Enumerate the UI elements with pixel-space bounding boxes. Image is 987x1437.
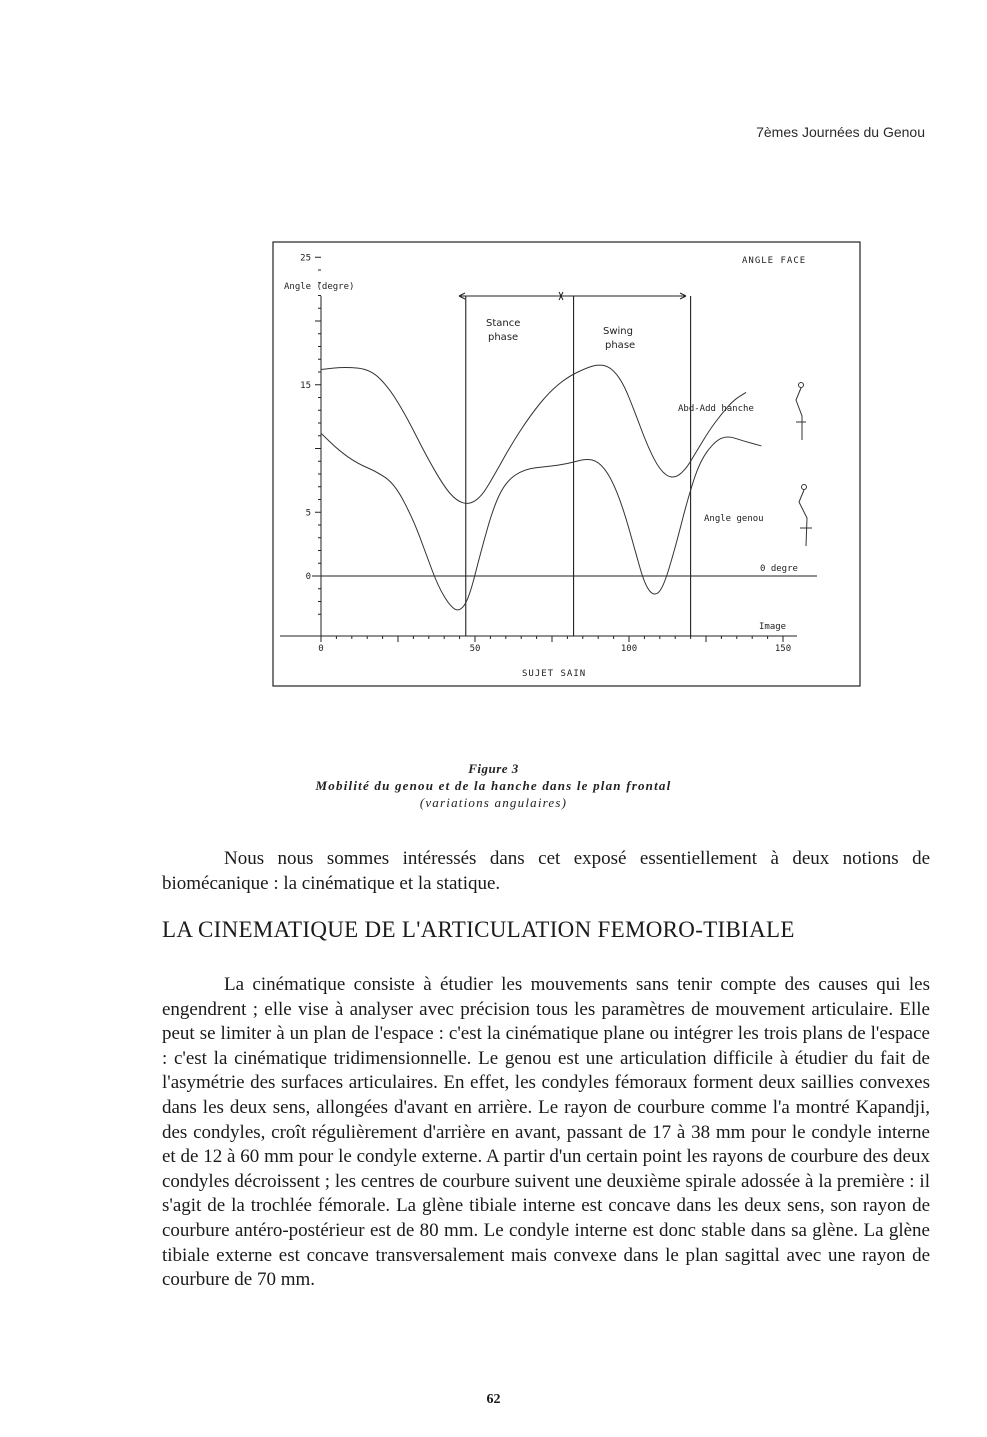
swing-phase-label-line2: phase <box>605 340 636 351</box>
page-number: 62 <box>486 1392 501 1407</box>
y-tick-label: 0 <box>305 572 311 582</box>
svg-text:Stance phase <box>486 318 524 343</box>
series-line-hip <box>321 365 746 503</box>
svg-text:Swing phase <box>603 326 636 351</box>
stance-phase-label-line2: phase <box>488 332 519 343</box>
x-axis-label: SUJET SAIN <box>522 669 587 679</box>
stance-phase-label-line1: Stance <box>486 318 521 329</box>
intro-paragraph: Nous nous sommes intéressés dans cet exposé essentiellement à deux notions de biomécanique : la cinématique et la statique. <box>162 848 930 894</box>
section-title: LA CINEMATIQUE DE L'ARTICULATION FEMORO-TIBIALE <box>162 917 795 942</box>
x-tick-label: 0 <box>318 644 324 654</box>
x-tick-labels <box>318 644 791 654</box>
series-line-knee <box>321 433 761 610</box>
x-tick-label: 50 <box>469 644 481 654</box>
figure-subtitle: (variations angulaires) <box>419 795 568 810</box>
figure-title: Mobilité du genou et de la hanche dans le plan frontal <box>315 778 672 793</box>
running-head: 7èmes Journées du Genou <box>756 124 925 140</box>
swing-phase-label-line1: Swing <box>603 326 633 337</box>
x-ticks <box>321 636 783 642</box>
y-ticks <box>315 257 321 614</box>
zero-line-label: 0 degre <box>760 564 798 574</box>
hip-leg-schematic-icon <box>796 383 806 441</box>
x-tick-label: 100 <box>620 644 638 654</box>
y-tick-label: 25 <box>300 253 311 264</box>
x-unit-label: Image <box>759 622 787 632</box>
body-paragraph: La cinématique consiste à étudier les mouvements sans tenir compte des causes qui les engendrent ; elle vise à analyser avec précision tous les paramètres de mouvement articulaire. Elle peut se limiter à un plan de l'espace : c'est la cinématique plane ou intégrer les trois plans de l'espace : c'est la cinématique tridimensionnelle. Le genou est une articulation difficile à étudier du fait de l'asymétrie des surfaces articulaires. En effet, les condyles fémoraux forment deux saillies convexes dans les deux sens, allongées d'avant en arrière. Le rayon de courbure comme l'a montré Kapandji, des condyles, croît régulièrement d'arrière en avant, passant de 17 à 38 mm pour le condyle interne et de 12 à 60 mm pour le condyle externe. A partir d'un certain point les rayons de courbure des deux condyles décroissent ; les centres de courbure suivent une deuxième spirale adossée à la première : il s'agit de la trochlée fémorale. La glène tibiale interne est concave dans les deux sens, son rayon de courbure antéro-postérieur est de 80 mm. Le condyle interne est donc stable dans sa glène. La glène tibiale externe est concave transversalement mais convexe dans le plan sagittal avec une rayon de courbure de 70 mm. <box>162 974 930 1291</box>
figure-caption <box>0 760 987 811</box>
figure-number: Figure 3 <box>468 761 519 776</box>
curves <box>321 365 761 610</box>
x-tick-label: 150 <box>774 644 792 654</box>
y-axis-label: Angle (degre) <box>284 282 355 292</box>
chart-box-label: ANGLE FACE <box>742 256 807 266</box>
y-tick-label: 15 <box>300 380 311 391</box>
figure-3-chart <box>272 240 862 688</box>
hip-curve-label: Abd-Add hanche <box>678 404 754 414</box>
knee-curve-label: Angle genou <box>704 514 764 524</box>
y-tick-label: 5 <box>305 508 311 519</box>
knee-leg-schematic-icon <box>799 485 812 547</box>
y-tick-labels <box>300 253 311 582</box>
